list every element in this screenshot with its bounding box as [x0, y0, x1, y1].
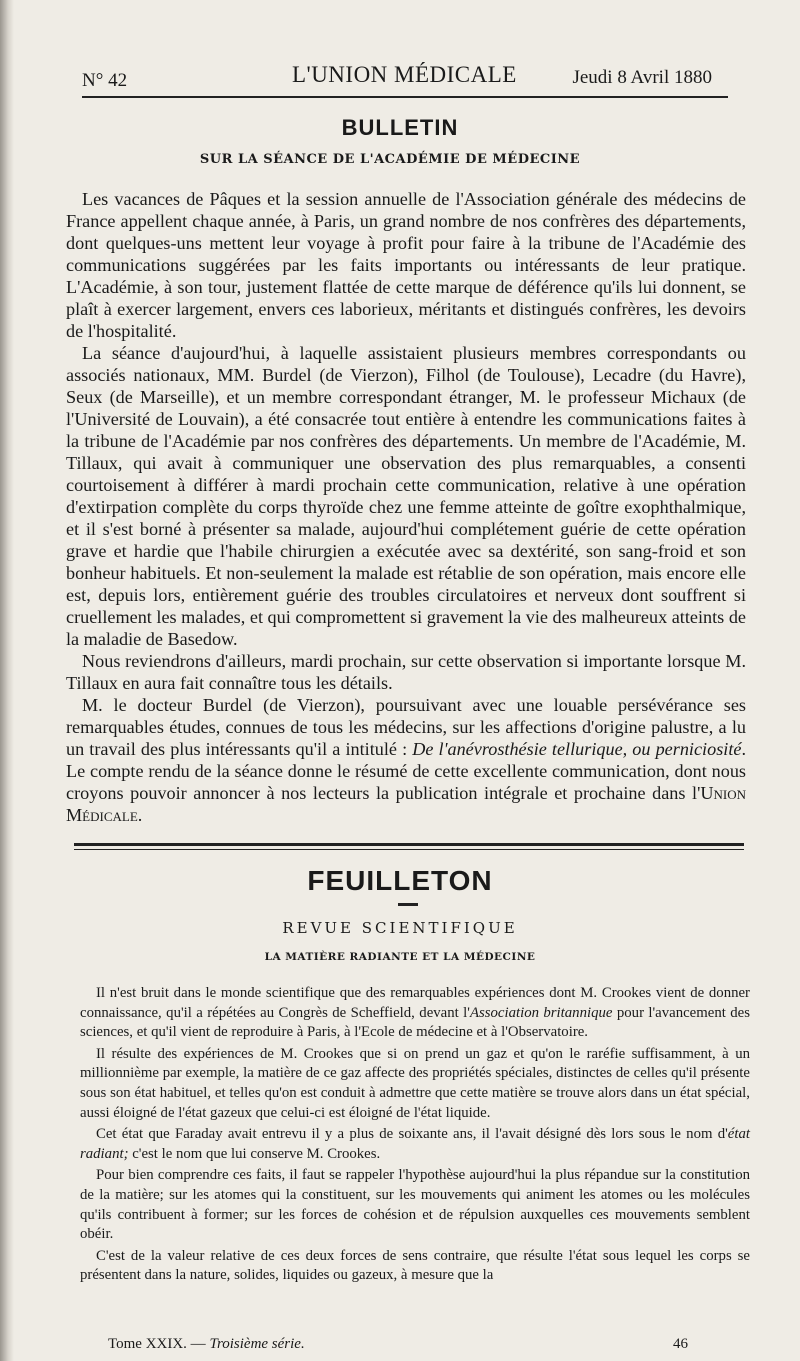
journal-title: L'UNION MÉDICALE	[292, 62, 517, 87]
p3-text: Cet état que Faraday avait entrevu il y a plus de soixante ans, il l'avait désigné dès lors sous le nom d'	[96, 1126, 728, 1143]
feuilleton-paragraph	[80, 1125, 750, 1164]
page-footer	[108, 1336, 708, 1358]
issue-number: N° 42	[82, 70, 128, 91]
section-rule-bottom	[74, 849, 744, 850]
p4-text: . Le compte rendu de la séance donne le résumé de cette excellente communication, dont nous croyons pouvoir annoncer à nos lecteurs la publication intégrale et prochaine dans l'	[66, 739, 747, 803]
p4-end: .	[137, 805, 143, 825]
bulletin-paragraph: Les vacances de Pâques et la session annuelle de l'Association générale des médecins de France appellent chaque année, à Paris, un grand nombre de nos confrères des départements, dont quelques-uns mettent leur voyage à profit pour faire à la tribune de l'Académie des communications suggérées par les faits importants ou intéressants de leur pratique. L'Académie, à son tour, justement flattée de cette marque de déférence qu'ils lui donnent, se plaît à exercer largement, envers ces laborieux, méritants et distingués confrères, les devoirs de l'hospitalité.	[66, 189, 746, 341]
feuilleton-paragraph: Pour bien comprendre ces faits, il faut se rappeler l'hypothèse aujourd'hui la plus répandue sur la constitution de la matière; sur les atomes qui la constituent, sur les mouvements qui animent les atomes ou les molécules qu'ils contribuent à former; sur les forces de cohésion et de répulsion auxquelles ces mouvements semblent obéir.	[80, 1167, 750, 1243]
bulletin-title: BULLETIN	[341, 115, 459, 140]
p1-text: pour l'avancement des sciences, et qu'il vient de reproduire à Paris, à l'Ecole de médecine et à l'Observatoire.	[80, 1004, 750, 1041]
page-header	[82, 62, 722, 94]
feuilleton-paragraph: Il résulte des expériences de M. Crookes que si on prend un gaz et qu'on le raréfie suffisamment, à un millionnième par exemple, la matière de ce gaz affecte des propriétés spéciales, distinctes de celles qu'il présente sous son état habituel, et telles qu'on est conduit à admettre que cette matière se trouve alors dans un état spécial, aussi éloigné de l'état gazeux que celui-ci est éloigné de l'état liquide.	[80, 1045, 750, 1121]
section-rule-top	[74, 843, 744, 846]
tome-label	[108, 1336, 305, 1353]
revue-subtitle: LA MATIÈRE RADIANTE ET LA MÉDECINE	[264, 951, 536, 963]
association-name: Association britannique	[469, 1004, 613, 1021]
page-number: 46	[673, 1336, 688, 1352]
bulletin-paragraph	[66, 694, 746, 826]
etat-radiant: état radiant;	[80, 1126, 750, 1162]
feuilleton-title: FEUILLETON	[307, 865, 493, 896]
bulletin-paragraph: Nous reviendrons d'ailleurs, mardi prochain, sur cette observation si importante lorsque M. Tillaux en aura fait connaître tous les détails.	[66, 651, 746, 693]
feuilleton-body	[80, 984, 750, 1286]
feuilleton-paragraph: C'est de la valeur relative de ces deux forces de sens contraire, que résulte l'état sous lequel les corps se présentent dans la nature, solides, liquides ou gazeux, à mesure que la	[80, 1247, 750, 1284]
p4-text: M. le docteur Burdel (de Vierzon), poursuivant avec une louable persévérance ses remarquables études, connues de tous les médecins, sur les affections d'origine palustre, a lu un travail des plus intéressants qu'il a intitulé :	[66, 695, 746, 759]
header-rule	[82, 96, 728, 98]
bulletin-subtitle: SUR LA SÉANCE DE L'ACADÉMIE DE MÉDECINE	[199, 152, 581, 167]
serie-text: Troisième série.	[209, 1336, 305, 1352]
revue-title: REVUE SCIENTIFIQUE	[282, 919, 518, 937]
bulletin-paragraph: La séance d'aujourd'hui, à laquelle assistaient plusieurs membres correspondants ou associés nationaux, MM. Burdel (de Vierzon), Filhol (de Toulouse), Lecadre (du Havre), Seux (de Marseille), et un membre correspondant étranger, M. le professeur Michaux (de l'Université de Louvain), a été consacrée tout entière à entendre les communications faites à la tribune de l'Académie par nos confrères des départements. Un membre de l'Académie, M. Tillaux, qui avait à communiquer une observation des plus remarquables, a consenti courtoisement à différer à mardi prochain cette communication, relative à une opération d'extirpation complète du corps thyroïde chez une femme atteinte de goître exophthalmique, et il s'est borné à présenter sa malade, aujourd'hui complétement guérie de cette opération grave et hardie que l'habile chirurgien a exécutée avec sa dextérité, son sang-froid et son bonheur habituels. Et non-seulement la malade est rétablie de son opération, mais encore elle est, depuis lors, entièrement guérie des troubles circulatoires et nerveux dont souffrent si cruellement les malades, et qui compromettent si gravement la vie des malheureux atteints de la maladie de Basedow.	[66, 343, 746, 649]
p1-text: Il n'est bruit dans le monde scientifique que des remarquables expériences dont M. Crookes vient de donner connaissance, qu'il a répétées au Congrès de Scheffield, devant l'	[80, 985, 750, 1021]
page-gutter-shadow	[0, 0, 14, 1361]
tome-text: Tome XXIX. —	[108, 1336, 210, 1352]
feuilleton-paragraph	[80, 984, 750, 1043]
paper-title: De l'anévrosthésie tellurique, ou perniciosité	[412, 739, 742, 759]
issue-date: Jeudi 8 Avril 1880	[572, 67, 712, 88]
p3-text: c'est le nom que lui conserve M. Crookes.	[128, 1145, 381, 1162]
bulletin-body	[66, 188, 746, 826]
journal-name: Union Médicale	[66, 783, 746, 825]
feuilleton-dash	[398, 903, 418, 906]
